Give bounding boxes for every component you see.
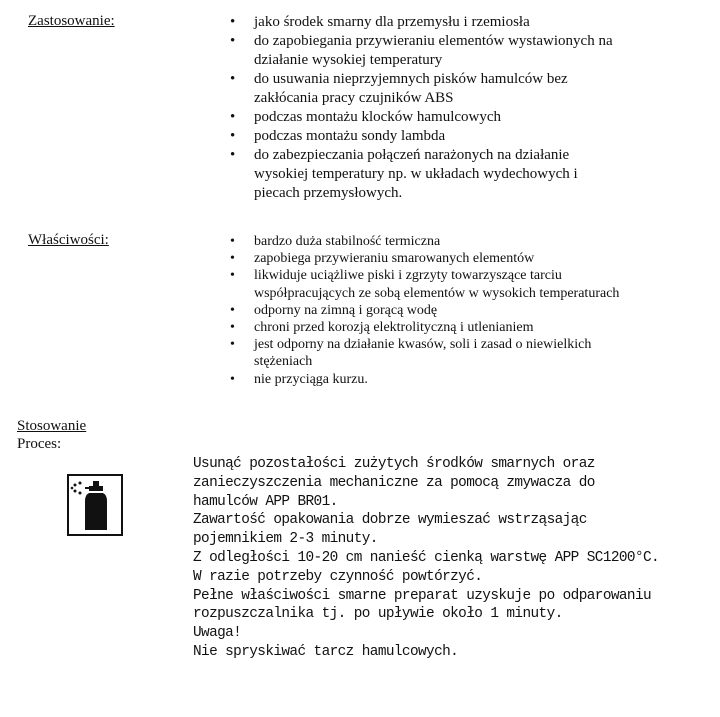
procedure-line: Zawartość opakowania dobrze wymieszać wstrząsając — [193, 512, 587, 529]
procedure-line: W razie potrzeby czynność powtórzyć. — [193, 568, 483, 585]
list-item — [230, 371, 619, 388]
list-item — [230, 267, 620, 301]
list-item-line: podczas montażu klocków hamulcowych — [254, 109, 502, 125]
bullet-icon: • — [230, 337, 235, 353]
list-item-line: odporny na zimną i gorącą wodę — [254, 302, 438, 318]
procedure-line: pojemnikiem 2-3 minuty. — [193, 531, 378, 548]
spray-can-icon — [67, 474, 123, 536]
list-item-line: zakłócania pracy czujników ABS — [254, 90, 454, 106]
bullet-icon: • — [230, 33, 236, 49]
procedure-line: Nie spryskiwać tarcz hamulcowych. — [193, 643, 459, 660]
list-item-line: zapobiega przywieraniu smarowanych elementów — [254, 251, 535, 267]
list-item-line: do zabezpieczania połączeń narażonych na działanie — [254, 147, 570, 163]
list-item-line: działanie wysokiej temperatury — [254, 52, 443, 68]
bullet-icon: • — [230, 320, 235, 336]
bullet-icon: • — [230, 14, 236, 30]
list-item-line: do zapobiegania przywieraniu elementów wystawionych na — [254, 33, 613, 49]
bullet-icon: • — [230, 109, 236, 125]
bullet-icon: • — [230, 234, 235, 249]
stosowanie-heading: Stosowanie — [17, 418, 87, 434]
wlasciwosci-list — [230, 233, 620, 388]
bullet-icon: • — [230, 71, 236, 87]
procedure-line: Uwaga! — [193, 625, 242, 642]
list-item-line: do usuwania nieprzyjemnych pisków hamulców bez — [254, 71, 568, 87]
bullet-icon: • — [230, 302, 235, 318]
procedure-text — [193, 455, 693, 662]
procedure-line: Pełne właściwości smarne preparat uzyskuje po odparowaniu — [193, 587, 652, 604]
list-item-line: likwiduje uciążliwe piski i zgrzyty towarzyszące tarciu — [254, 268, 562, 284]
zastosowanie-heading: Zastosowanie: — [28, 13, 115, 29]
list-item — [230, 319, 619, 336]
bullet-icon: • — [230, 251, 235, 267]
procedure-line: rozpuszczalnika tj. po upływie około 1 minuty. — [193, 606, 563, 623]
procedure-line: Z odległości 10-20 cm nanieść cienką warstwę APP SC1200°C. — [193, 549, 660, 566]
list-item — [230, 108, 613, 127]
list-item — [230, 32, 613, 70]
list-item — [230, 13, 613, 32]
list-item — [230, 127, 613, 146]
bullet-icon: • — [230, 128, 236, 144]
proces-label: Proces: — [17, 436, 62, 452]
list-item-line: piecach przemysłowych. — [254, 185, 403, 201]
list-item — [230, 336, 619, 370]
bullet-icon: • — [230, 371, 235, 387]
list-item — [230, 302, 619, 319]
list-item — [230, 146, 613, 203]
list-item-line: podczas montażu sondy lambda — [254, 128, 446, 144]
bullet-icon: • — [230, 147, 236, 163]
procedure-line: Usunąć pozostałości zużytych środków smarnych oraz — [193, 456, 595, 472]
list-item-line: wysokiej temperatury np. w układach wydechowych i — [254, 166, 578, 182]
list-item — [230, 70, 613, 108]
list-item-line: jako środek smarny dla przemysłu i rzemiosła — [254, 14, 530, 30]
list-item-line: współpracujących ze sobą elementów w wysokich temperaturach — [254, 285, 620, 301]
procedure-line: hamulców APP BR01. — [193, 493, 338, 510]
procedure-line: zanieczyszczenia mechaniczne za pomocą zmywacza do — [193, 474, 595, 491]
list-item-line: chroni przed korozją elektrolityczną i utlenianiem — [254, 320, 534, 336]
list-item — [230, 250, 619, 267]
zastosowanie-list — [230, 13, 613, 203]
list-item — [230, 233, 619, 250]
bullet-icon: • — [230, 268, 235, 284]
list-item-line: nie przyciąga kurzu. — [254, 371, 368, 387]
list-item-line: stężeniach — [254, 354, 313, 370]
list-item-line: bardzo duża stabilność termiczna — [254, 234, 441, 249]
wlasciwosci-heading: Właściwości: — [28, 232, 109, 248]
list-item-line: jest odporny na działanie kwasów, soli i zasad o niewielkich — [254, 337, 592, 353]
